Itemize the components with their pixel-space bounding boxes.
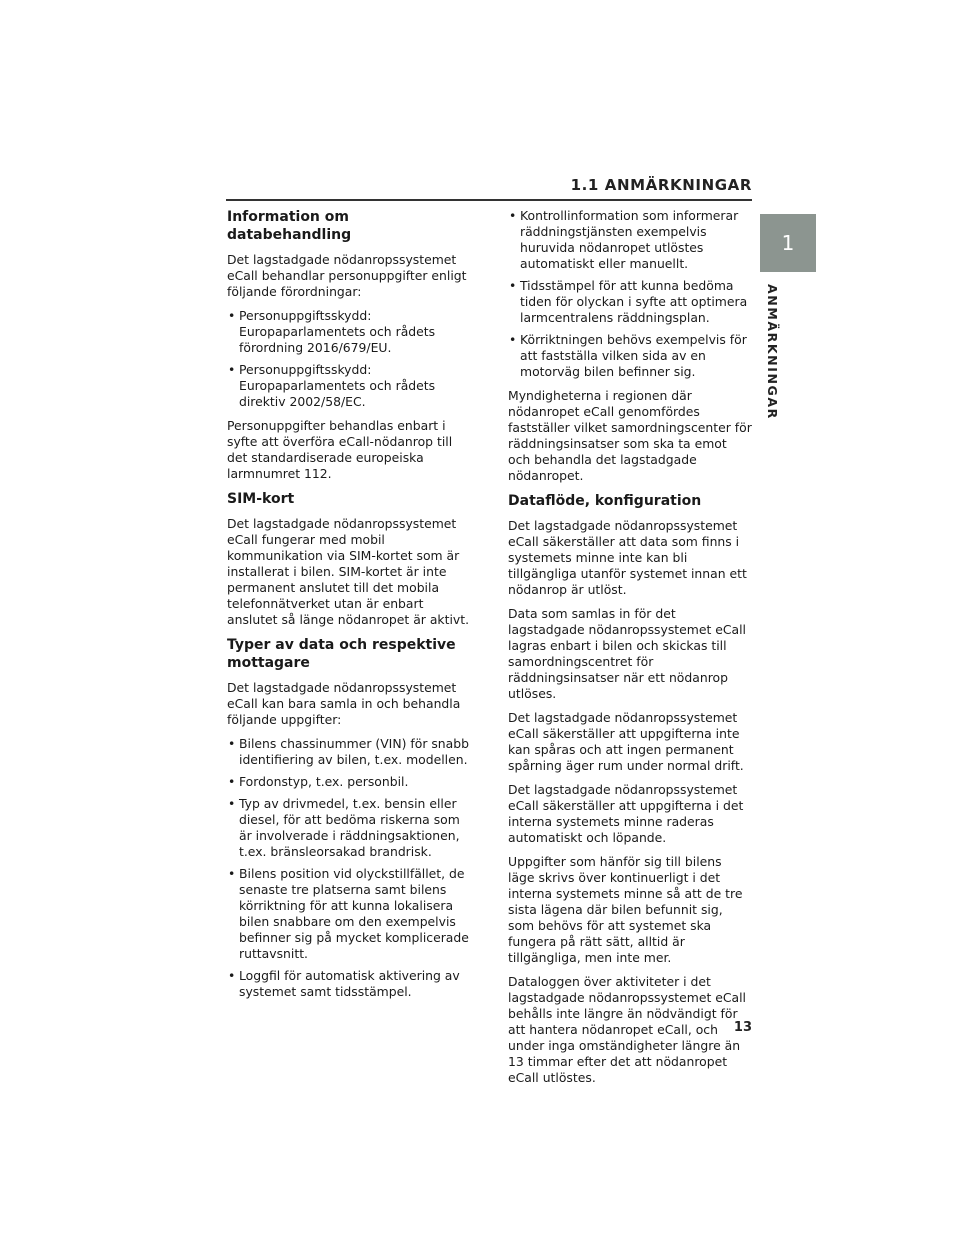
list-item: • Typ av drivmedel, t.ex. bensin eller diesel, för att bedöma riskerna som är involverade i räddningsaktionen, t.ex. bränsleorsakad brandrisk.	[227, 796, 471, 860]
chapter-tab-label: ANMÄRKNINGAR	[765, 284, 780, 420]
list-item: • Bilens chassinummer (VIN) för snabb identifiering av bilen, t.ex. modellen.	[227, 736, 471, 768]
header-divider	[226, 199, 752, 201]
list-item: • Fordonstyp, t.ex. personbil.	[227, 774, 471, 790]
paragraph: Myndigheterna i regionen där nödanropet eCall genomfördes fastställer vilket samordningscenter för räddningsinsatser som ska ta emot och behandla det lagstadgade nödanropet.	[508, 388, 752, 483]
paragraph: Det lagstadgade nödanropssystemet eCall kan bara samla in och behandla följande uppgifter:	[227, 680, 461, 727]
list-item: • Kontrollinformation som informerar räddningstjänsten exempelvis huruvida nödanropet utlöstes automatiskt eller manuellt.	[508, 208, 752, 272]
paragraph: Det lagstadgade nödanropssystemet eCall fungerar med mobil kommunikation via SIM-kortet som är installerat i bilen. SIM-kortet är inte permanent anslutet till det mobila telefonnätverket utan är enbart anslutet så länge nödanropet är aktivt.	[227, 516, 470, 627]
section-title: 1.1 ANMÄRKNINGAR	[570, 176, 752, 194]
paragraph: Det lagstadgade nödanropssystemet eCall behandlar personuppgifter enligt följande förordningar:	[227, 252, 467, 299]
page-number: 13	[733, 1020, 752, 1035]
list-item: • Loggfil för automatisk aktivering av systemet samt tidsstämpel.	[227, 968, 471, 1000]
list-item: • Personuppgiftsskydd: Europaparlamentets och rådets förordning 2016/679/EU.	[227, 308, 471, 356]
heading-data-processing: Information om databehandling	[227, 209, 352, 243]
paragraph: Det lagstadgade nödanropssystemet eCall säkerställer att data som finns i systemets minne inte kan bli tillgängliga utanför systemet innan ett nödanrop är utlöst.	[508, 518, 747, 597]
list-item: • Körriktningen behövs exempelvis för att fastställa vilken sida av en motorväg bilen befinner sig.	[508, 332, 752, 380]
paragraph: Data som samlas in för det lagstadgade nödanropssystemet eCall lagras enbart i bilen och skickas till samordningscentret för räddningsinsatser när ett nödanrop utlöses.	[508, 606, 746, 701]
left-column	[227, 208, 471, 1008]
data-types-list-continued	[508, 208, 752, 380]
list-item: • Tidsstämpel för att kunna bedöma tiden för olyckan i syfte att optimera larmcentralens räddningsplan.	[508, 278, 752, 326]
heading-sim-card: SIM-kort	[227, 491, 295, 507]
list-item: • Personuppgiftsskydd: Europaparlamentets och rådets direktiv 2002/58/EC.	[227, 362, 471, 410]
chapter-tab-label-wrap	[765, 284, 789, 424]
heading-data-types: Typer av data och respektive mottagare	[227, 637, 456, 671]
paragraph: Dataloggen över aktiviteter i det lagstadgade nödanropssystemet eCall behålls inte längre än nödvändigt för att hantera nödanropet eCall, och under inga omständigheter längre än 13 timmar efter det att nödanropet eCall utlöstes.	[508, 974, 746, 1085]
paragraph: Uppgifter som hänför sig till bilens läge skrivs över kontinuerligt i det interna systemets minne så att de tre sista lägena där bilen befunnit sig, som behövs för att systemet ska fungera på rätt sätt, alltid är tillgängliga, men inte mer.	[508, 854, 743, 965]
regulation-list	[227, 308, 471, 410]
right-column	[508, 208, 752, 1094]
list-item: • Bilens position vid olyckstillfället, de senaste tre platserna samt bilens körriktning för att kunna lokalisera bilen snabbare om den exempelvis befinner sig på mycket komplicerade ruttavsnitt.	[227, 866, 471, 962]
heading-data-flow: Dataflöde, konfiguration	[508, 493, 702, 509]
paragraph: Det lagstadgade nödanropssystemet eCall säkerställer att uppgifterna i det interna systemets minne raderas automatiskt och löpande.	[508, 782, 744, 845]
chapter-tab[interactable]: 1	[760, 214, 816, 272]
paragraph: Personuppgifter behandlas enbart i syfte att överföra eCall-nödanrop till det standardiserade europeiska larmnumret 112.	[227, 418, 453, 481]
data-types-list	[227, 736, 471, 1000]
paragraph: Det lagstadgade nödanropssystemet eCall säkerställer att uppgifterna inte kan spåras och att ingen permanent spårning äger rum under normal drift.	[508, 710, 744, 773]
